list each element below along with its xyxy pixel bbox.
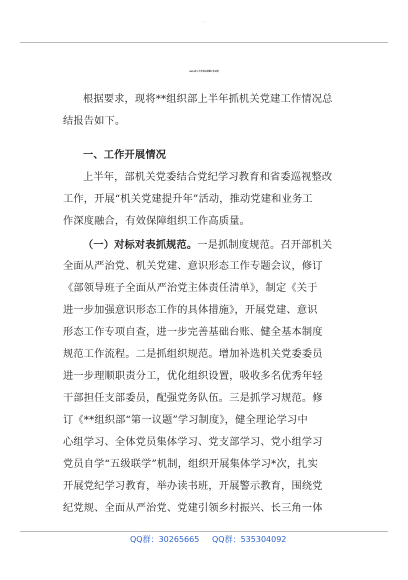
text-line: 根据要求，现将**组织部上半年抓机关党建工作情况总 [83, 94, 333, 105]
text-line: 结报告如下。 [63, 116, 126, 127]
text-line: 《部领导班子全面从严治党主体责任清单》，制定《关于 [63, 283, 318, 294]
text-line: 作深度融合，有效保障组织工作高质量。 [63, 216, 250, 227]
footer-qq-group-1: QQ群：30265665 [130, 535, 200, 544]
text-line: 上半年，部机关党委结合党纪学习教育和省委巡视整改 [83, 172, 333, 183]
document-title: 2024年上半年机关党建工作总结 [189, 71, 219, 73]
text-line: 开展党纪学习教育，举办读书班，开展警示教育，围绕党 [63, 481, 323, 492]
text-line: 工作，开展“机关党建提升年”活动，推动党建和业务工 [63, 194, 313, 205]
text-line: 进一步理顺职责分工，优化组织设置，吸收多名优秀年轻 [63, 371, 323, 382]
text-line [83, 237, 332, 254]
text-line: 进一步加强意识形态工作的具体措施》，开展党建、意识 [63, 305, 318, 316]
section-heading: 一、工作开展情况 [83, 149, 167, 161]
text-line: 订《**组织部“第一议题”学习制度》，健全理论学习中 [63, 415, 308, 426]
text-line: 干部担任支部委员，配强党务队伍。三是抓学习规范。修 [63, 393, 323, 404]
subsection-heading: （一）对标对表抓规范。 [83, 239, 198, 251]
text-line: 心组学习、全体党员集体学习、党支部学习、党小组学习 [63, 437, 323, 448]
text-run: 一是抓制度规范。召开部机关 [197, 240, 333, 251]
header-divider [20, 42, 388, 43]
text-line: 纪党规、全面从严治党、党建引领乡村振兴、长三角一体 [63, 503, 323, 514]
text-line: 形态工作专项自查，进一步完善基础台账、健全基本制度 [63, 327, 323, 338]
footer-divider [20, 531, 388, 532]
text-line: 规范工作流程。二是抓组织规范。增加补选机关党委委员 [63, 349, 323, 360]
footer-qq-group-2: QQ群：535304092 [212, 535, 287, 544]
text-line: 全面从严治党、机关党建、意识形态工作专题会议，修订 [63, 261, 323, 272]
text-line: 党员自学“五级联学”机制，组织开展集体学习*次，扎实 [63, 459, 319, 470]
